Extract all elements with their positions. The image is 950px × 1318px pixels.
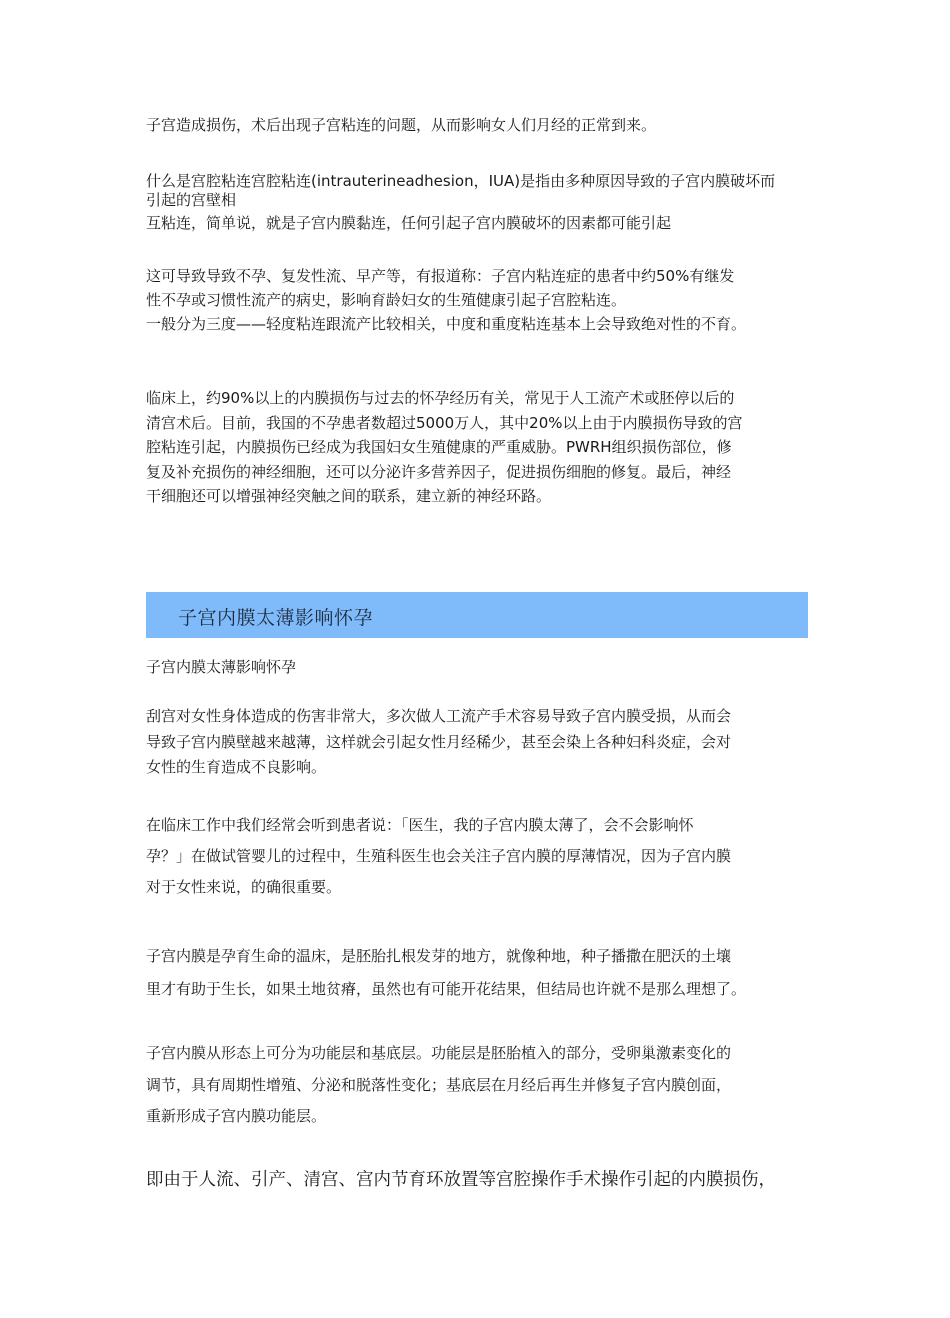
paragraph-line: 在临床工作中我们经常会听到患者说：「医生，我的子宫内膜太薄了，会不会影响怀 bbox=[146, 816, 694, 834]
paragraph-10 bbox=[146, 1166, 816, 1194]
paragraph-4 bbox=[146, 386, 808, 509]
paragraph-line: 子宫造成损伤，术后出现子宫粘连的问题，从而影响女人们月经的正常到来。 bbox=[146, 116, 657, 134]
paragraph-line: 里才有助于生长，如果土地贫瘠，虽然也有可能开花结果，但结局也许就不是那么理想了。 bbox=[146, 980, 747, 998]
paragraph-line: 孕？」在做试管婴儿的过程中，生殖科医生也会关注子宫内膜的厚薄情况，因为子宫内膜 bbox=[146, 847, 732, 865]
paragraph-line: 导致子宫内膜壁越来越薄，这样就会引起女性月经稀少，甚至会染上各种妇科炎症，会对 bbox=[146, 732, 732, 751]
paragraph-line: 女性的生育造成不良影响。 bbox=[146, 758, 327, 776]
paragraph-line: 清宫术后。目前，我国的不孕患者数超过5000万人，其中20%以上由于内膜损伤导致的宫 bbox=[146, 413, 743, 432]
paragraph-line: 临床上，约90%以上的内膜损伤与过去的怀孕经历有关，常见于人工流产术或胚停以后的 bbox=[146, 389, 735, 407]
paragraph-line: 干细胞还可以增强神经突触之间的联系，建立新的神经环路。 bbox=[146, 487, 552, 505]
paragraph-line: 腔粘连引起，内膜损伤已经成为我国妇女生殖健康的严重威胁。PWRH组织损伤部位，修 bbox=[146, 438, 732, 456]
paragraph-6 bbox=[146, 704, 808, 781]
paragraph-line: 子宫内膜是孕育生命的温床，是胚胎扎根发芽的地方，就像种地，种子播撒在肥沃的土壤 bbox=[146, 947, 732, 965]
paragraph-line: 性不孕或习惯性流产的病史，影响育龄妇女的生殖健康引起子宫腔粘连。 bbox=[146, 291, 627, 309]
paragraph-2 bbox=[146, 172, 808, 234]
paragraph-line: 这可导致导致不孕、复发性流、早产等，有报道称：子宫内粘连症的患者中约50%有继发 bbox=[146, 267, 735, 285]
paragraph-1 bbox=[146, 114, 808, 136]
paragraph-9 bbox=[146, 1038, 808, 1133]
paragraph-line: 重新形成子宫内膜功能层。 bbox=[146, 1107, 327, 1125]
paragraph-7 bbox=[146, 810, 808, 903]
paragraph-line: 子宫内膜太薄影响怀孕 bbox=[146, 658, 297, 676]
section-heading-banner bbox=[146, 592, 808, 638]
paragraph-line: 子宫内膜从形态上可分为功能层和基底层。功能层是胚胎植入的部分，受卵巢激素变化的 bbox=[146, 1044, 732, 1062]
paragraph-line: 对于女性来说，的确很重要。 bbox=[146, 878, 342, 896]
paragraph-line: 一般分为三度——轻度粘连跟流产比较相关，中度和重度粘连基本上会导致绝对性的不育。 bbox=[146, 315, 747, 333]
paragraph-line: 即由于人流、引产、清宫、宫内节育环放置等宫腔操作手术操作引起的内膜损伤， bbox=[146, 1170, 776, 1190]
paragraph-5 bbox=[146, 656, 808, 678]
paragraph-line: 引起的宫壁相 bbox=[146, 191, 237, 209]
section-heading-title: 子宫内膜太薄影响怀孕 bbox=[178, 607, 374, 629]
paragraph-8 bbox=[146, 940, 808, 1006]
paragraph-line: 互粘连，简单说，就是子宫内膜黏连，任何引起子宫内膜破坏的因素都可能引起 bbox=[146, 214, 672, 232]
paragraph-line: 什么是宫腔粘连宫腔粘连(intrauterineadhesion，IUA)是指由多种原因导致的子宫内膜破坏而 bbox=[146, 172, 776, 190]
paragraph-line: 刮宫对女性身体造成的伤害非常大，多次做人工流产手术容易导致子宫内膜受损，从而会 bbox=[146, 707, 732, 725]
paragraph-line: 调节，具有周期性增殖、分泌和脱落性变化；基底层在月经后再生并修复子宫内膜创面， bbox=[146, 1075, 732, 1094]
paragraph-line: 复及补充损伤的神经细胞，还可以分泌许多营养因子，促进损伤细胞的修复。最后，神经 bbox=[146, 462, 732, 481]
paragraph-3 bbox=[146, 264, 808, 336]
